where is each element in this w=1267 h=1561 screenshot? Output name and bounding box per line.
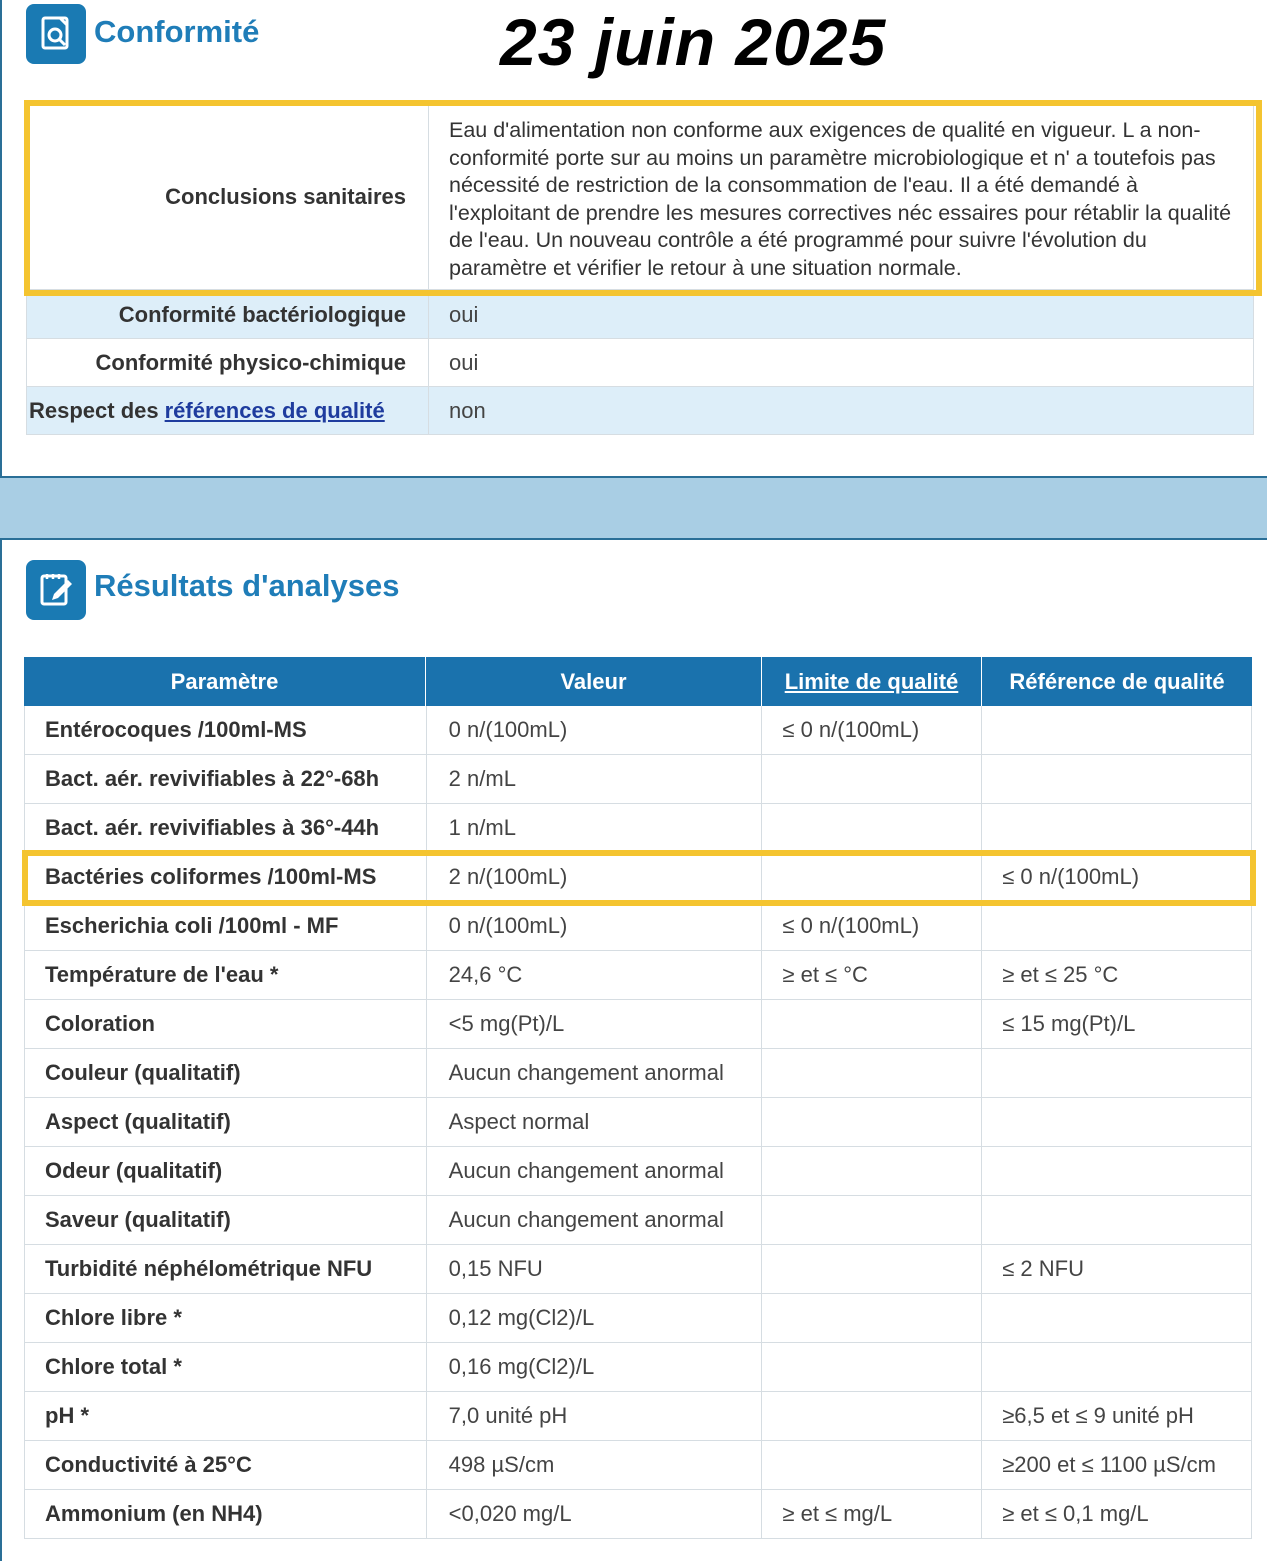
- bacterio-label: Conformité bactériologique: [27, 291, 429, 338]
- references-qualite-link[interactable]: références de qualité: [164, 397, 385, 423]
- cell-reference: [982, 1196, 1252, 1244]
- cell-valeur: 7,0 unité pH: [427, 1392, 763, 1440]
- cell-reference: ≥ et ≤ 25 °C: [982, 951, 1252, 999]
- cell-limite: [762, 1098, 982, 1146]
- cell-valeur: 0,15 NFU: [427, 1245, 763, 1293]
- table-row: [24, 1490, 1252, 1539]
- cell-valeur: 0,16 mg(Cl2)/L: [427, 1343, 763, 1391]
- header-reference-qualite: Référence de qualité: [1009, 668, 1225, 694]
- table-row: [24, 1441, 1252, 1490]
- cell-parametre: Aspect (qualitatif): [25, 1098, 427, 1146]
- cell-reference: [982, 1147, 1252, 1195]
- cell-limite: [762, 1049, 982, 1097]
- cell-reference: [982, 755, 1252, 803]
- respect-label: [27, 387, 429, 434]
- physico-label: Conformité physico-chimique: [27, 339, 429, 386]
- cell-valeur: 24,6 °C: [427, 951, 763, 999]
- cell-valeur: 2 n/(100mL): [427, 853, 763, 901]
- results-table-body: [24, 706, 1252, 1539]
- cell-reference: [982, 1049, 1252, 1097]
- cell-limite: [762, 1392, 982, 1440]
- cell-reference: ≥6,5 et ≤ 9 unité pH: [982, 1392, 1252, 1440]
- results-table-header: [24, 657, 1252, 706]
- cell-limite: [762, 1343, 982, 1391]
- cell-parametre: Chlore libre *: [25, 1294, 427, 1342]
- table-row: [24, 1147, 1252, 1196]
- conformite-panel: [0, 0, 1267, 478]
- table-row: [24, 1196, 1252, 1245]
- cell-parametre: Bactéries coliformes /100ml-MS: [25, 853, 427, 901]
- cell-limite: ≥ et ≤ mg/L: [762, 1490, 982, 1538]
- document-search-icon: [26, 4, 86, 64]
- table-row: [24, 1098, 1252, 1147]
- cell-parametre: Turbidité néphélométrique NFU: [25, 1245, 427, 1293]
- cell-parametre: Bact. aér. revivifiables à 36°-44h: [25, 804, 427, 852]
- cell-valeur: <0,020 mg/L: [427, 1490, 763, 1538]
- cell-parametre: Coloration: [25, 1000, 427, 1048]
- cell-parametre: Odeur (qualitatif): [25, 1147, 427, 1195]
- cell-reference: [982, 1098, 1252, 1146]
- cell-valeur: Aucun changement anormal: [427, 1049, 763, 1097]
- cell-parametre: Couleur (qualitatif): [25, 1049, 427, 1097]
- table-row: [24, 853, 1252, 902]
- cell-valeur: 498 µS/cm: [427, 1441, 763, 1489]
- cell-reference: ≤ 2 NFU: [982, 1245, 1252, 1293]
- cell-limite: [762, 1245, 982, 1293]
- table-row: [24, 1000, 1252, 1049]
- cell-reference: ≤ 0 n/(100mL): [982, 853, 1252, 901]
- cell-valeur: Aucun changement anormal: [427, 1196, 763, 1244]
- cell-reference: [982, 902, 1252, 950]
- respect-value: non: [449, 397, 486, 423]
- physico-row: [26, 339, 1254, 387]
- cell-limite: [762, 804, 982, 852]
- cell-limite: [762, 853, 982, 901]
- cell-reference: ≤ 15 mg(Pt)/L: [982, 1000, 1252, 1048]
- table-row: [24, 1343, 1252, 1392]
- table-row: [24, 1294, 1252, 1343]
- cell-reference: [982, 1343, 1252, 1391]
- table-row: [24, 1049, 1252, 1098]
- cell-valeur: 2 n/mL: [427, 755, 763, 803]
- cell-valeur: 0,12 mg(Cl2)/L: [427, 1294, 763, 1342]
- section-divider-band: [0, 478, 1267, 538]
- cell-parametre: Ammonium (en NH4): [25, 1490, 427, 1538]
- cell-valeur: <5 mg(Pt)/L: [427, 1000, 763, 1048]
- table-row: [24, 1392, 1252, 1441]
- header-parametre: Paramètre: [24, 657, 426, 706]
- respect-row: [26, 387, 1254, 435]
- cell-limite: [762, 1294, 982, 1342]
- conclusions-text: Eau d'alimentation non conforme aux exigences de qualité en vigueur. L a non-conformité porte sur au moins un paramètre microbiologique et n' a toutefois pas nécessité de restriction de la consommation de l'eau. Il a été demandé à l'exploitant de prendre les mesures correctives néc essaires pour rétablir la qualité de l'eau. Un nouveau contrôle a été programmé pour suivre l'évolution du paramètre et vérifier le retour à une situation normale.: [449, 118, 1232, 280]
- cell-parametre: Chlore total *: [25, 1343, 427, 1391]
- cell-reference: [982, 804, 1252, 852]
- cell-reference: [982, 706, 1252, 754]
- cell-valeur: 0 n/(100mL): [427, 706, 763, 754]
- cell-valeur: Aspect normal: [427, 1098, 763, 1146]
- cell-limite: ≥ et ≤ °C: [762, 951, 982, 999]
- cell-parametre: Température de l'eau *: [25, 951, 427, 999]
- cell-limite: [762, 1000, 982, 1048]
- table-row: [24, 902, 1252, 951]
- conclusions-row: [26, 104, 1254, 290]
- notepad-edit-icon: [26, 560, 86, 620]
- cell-limite: [762, 1441, 982, 1489]
- cell-valeur: 1 n/mL: [427, 804, 763, 852]
- cell-parametre: Bact. aér. revivifiables à 22°-68h: [25, 755, 427, 803]
- section-title-resultats: Résultats d'analyses: [94, 568, 400, 603]
- cell-parametre: Conductivité à 25°C: [25, 1441, 427, 1489]
- bacterio-value: oui: [449, 301, 479, 327]
- date-title: 23 juin 2025: [500, 5, 887, 79]
- table-row: [24, 951, 1252, 1000]
- cell-parametre: pH *: [25, 1392, 427, 1440]
- header-limite-qualite-link[interactable]: Limite de qualité: [762, 657, 982, 706]
- table-row: [24, 755, 1252, 804]
- cell-reference: [982, 1294, 1252, 1342]
- header-valeur: Valeur: [426, 657, 762, 706]
- cell-parametre: Escherichia coli /100ml - MF: [25, 902, 427, 950]
- cell-limite: [762, 755, 982, 803]
- cell-limite: [762, 1196, 982, 1244]
- respect-label-prefix: Respect des: [29, 397, 159, 423]
- conclusions-label: Conclusions sanitaires: [27, 105, 429, 289]
- table-row: [24, 1245, 1252, 1294]
- table-row: [24, 706, 1252, 755]
- table-row: [24, 804, 1252, 853]
- section-title-conformite: Conformité: [94, 14, 260, 49]
- cell-limite: ≤ 0 n/(100mL): [762, 902, 982, 950]
- cell-limite: [762, 1147, 982, 1195]
- cell-reference: ≥ et ≤ 0,1 mg/L: [982, 1490, 1252, 1538]
- cell-limite: ≤ 0 n/(100mL): [762, 706, 982, 754]
- cell-valeur: Aucun changement anormal: [427, 1147, 763, 1195]
- results-table: [24, 657, 1252, 1539]
- physico-value: oui: [449, 349, 479, 375]
- cell-parametre: Entérocoques /100ml-MS: [25, 706, 427, 754]
- cell-parametre: Saveur (qualitatif): [25, 1196, 427, 1244]
- cell-reference: ≥200 et ≤ 1100 µS/cm: [982, 1441, 1252, 1489]
- cell-valeur: 0 n/(100mL): [427, 902, 763, 950]
- bacterio-row: [26, 291, 1254, 339]
